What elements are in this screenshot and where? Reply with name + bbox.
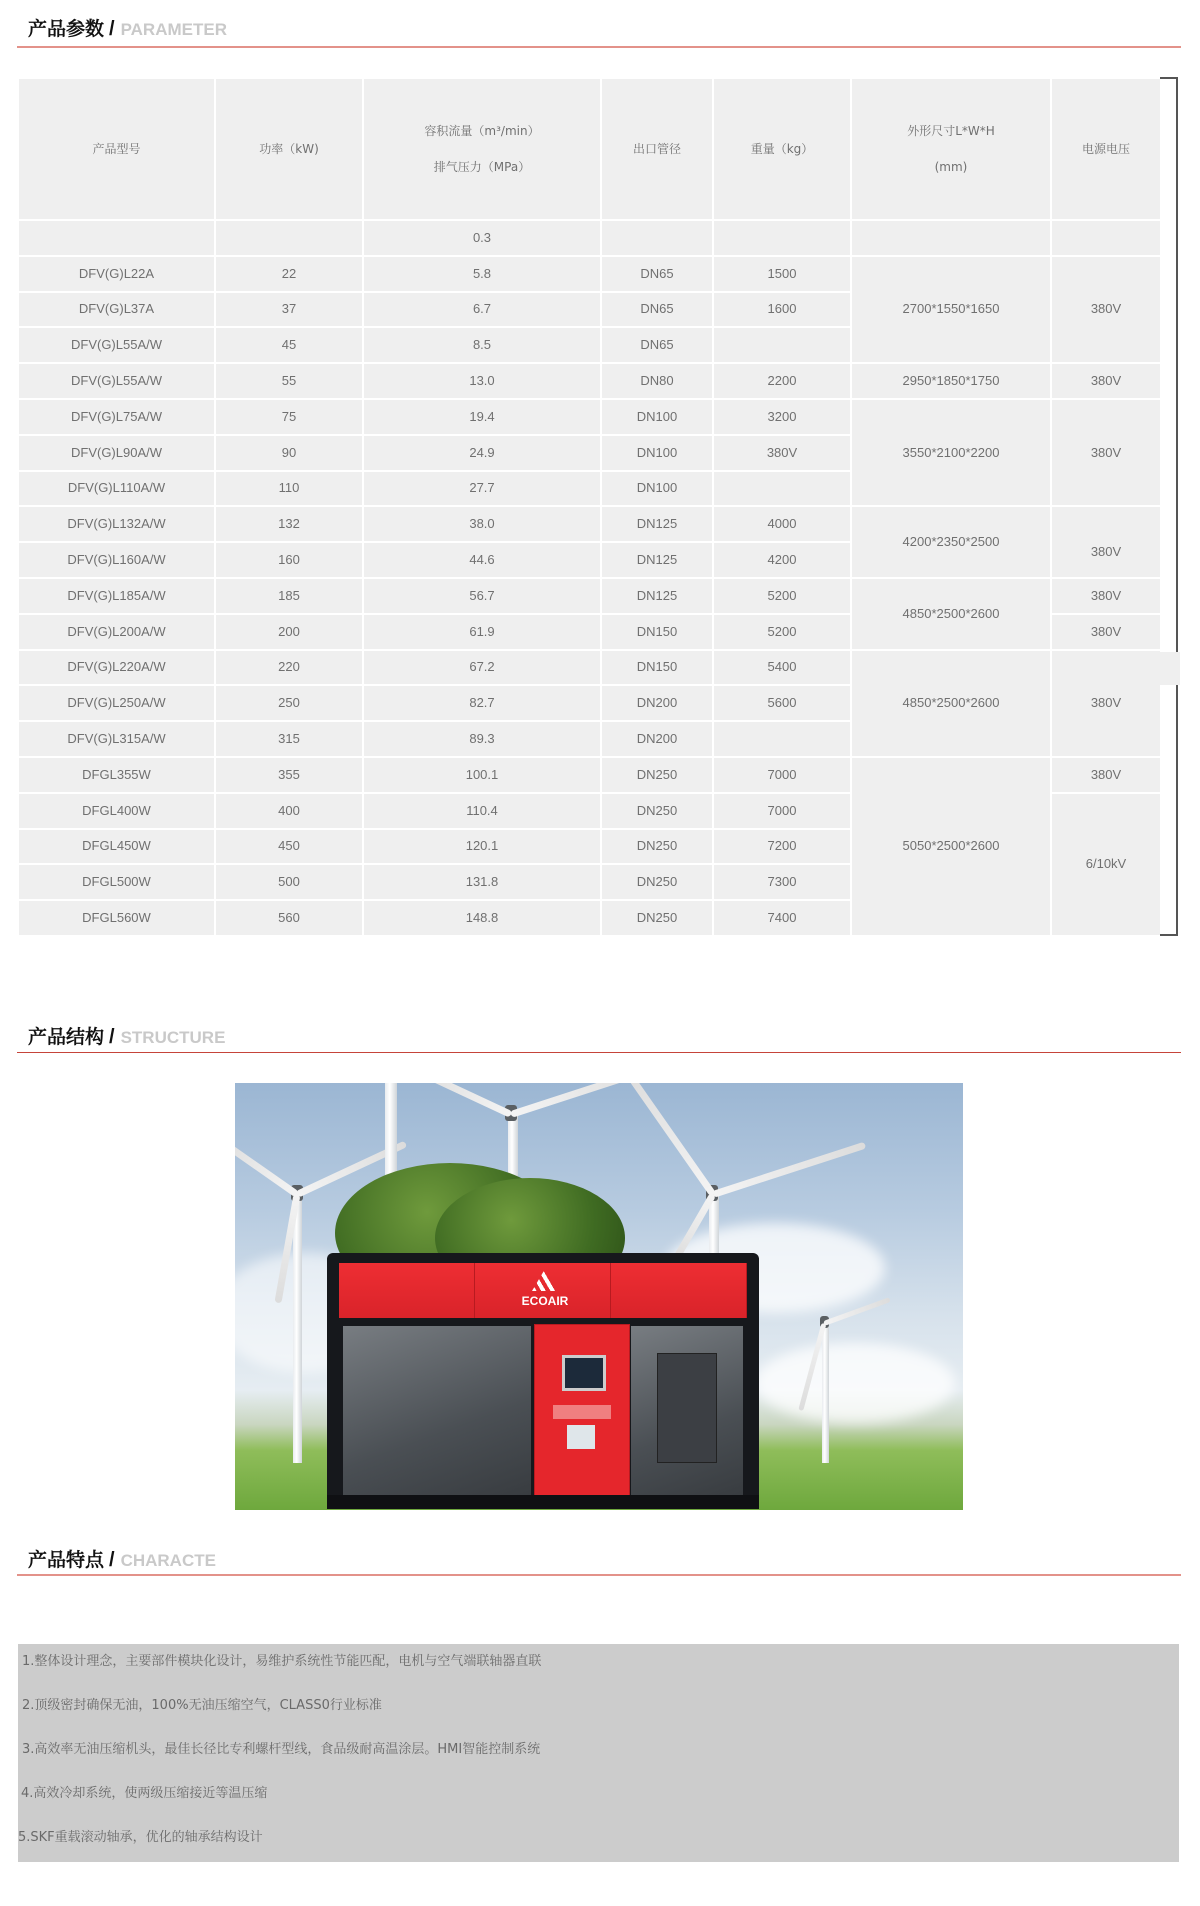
table-cell: 200 (216, 615, 362, 649)
table-cell: 132 (216, 507, 362, 541)
table-cell: 37 (216, 293, 362, 327)
table-cell: DFGL560W (19, 901, 214, 935)
table-cell: DFV(G)L37A (19, 293, 214, 327)
compressor-base (327, 1495, 759, 1509)
section-title-character (28, 1545, 216, 1571)
table-cell: DN125 (602, 507, 712, 541)
table-cell: DFV(G)L200A/W (19, 615, 214, 649)
table-row (19, 364, 1160, 398)
table-cell: 7000 (714, 794, 850, 828)
table-cell: 4850*2500*2600 (852, 579, 1050, 649)
section-title-cn: 产品特点 (28, 1549, 105, 1571)
table-cell: DFV(G)L160A/W (19, 543, 214, 577)
control-panel (553, 1405, 611, 1419)
wind-turbine-blade (510, 1083, 655, 1118)
table-cell: 380V (1052, 364, 1160, 398)
table-cell: 450 (216, 830, 362, 864)
table-cell: 2200 (714, 364, 850, 398)
table-cell: DN150 (602, 651, 712, 685)
wind-turbine-blade (410, 1083, 513, 1118)
table-cell (714, 221, 850, 255)
feature-item: 2.顶级密封确保无油，100%无油压缩空气，CLASS0行业标准 (22, 1698, 382, 1713)
table-row (19, 507, 1160, 541)
table-header-cell (602, 79, 712, 219)
header-label: 容积流量（m³/min） (424, 124, 540, 138)
table-cell: DN200 (602, 722, 712, 756)
table-cell: 3550*2100*2200 (852, 400, 1050, 505)
hmi-screen (562, 1355, 606, 1391)
table-cell: 1600 (714, 293, 850, 327)
table-cell: 4000 (714, 507, 850, 541)
table-cell: 2950*1850*1750 (852, 364, 1050, 398)
table-cell: 24.9 (364, 436, 600, 470)
table-cell: 0.3 (364, 221, 600, 255)
table-row (19, 758, 1160, 792)
table-cell: 3200 (714, 400, 850, 434)
section-divider (17, 1052, 1181, 1053)
table-cell: DN125 (602, 543, 712, 577)
table-cell: 61.9 (364, 615, 600, 649)
table-cell: DFV(G)L22A (19, 257, 214, 291)
table-cell: 5.8 (364, 257, 600, 291)
table-cell: 38.0 (364, 507, 600, 541)
table-cell: DFGL400W (19, 794, 214, 828)
table-cell: DN65 (602, 328, 712, 362)
ecoair-logo-text: ECOAIR (521, 1294, 569, 1308)
table-cell: DFV(G)L55A/W (19, 364, 214, 398)
table-cell (714, 472, 850, 506)
table-cell: 148.8 (364, 901, 600, 935)
section-title-en: PARAMETER (120, 20, 227, 39)
wind-turbine-tower (293, 1193, 302, 1463)
table-cell: 2700*1550*1650 (852, 257, 1050, 362)
table-cell: 5200 (714, 579, 850, 613)
table-cell: 5050*2500*2600 (852, 758, 1050, 935)
section-title-structure (28, 1022, 225, 1048)
table-header-cell (19, 79, 214, 219)
table-cell: 131.8 (364, 865, 600, 899)
table-header-cell (714, 79, 850, 219)
table-cell: DN100 (602, 436, 712, 470)
table-cell: 560 (216, 901, 362, 935)
table-cell: DFV(G)L185A/W (19, 579, 214, 613)
section-title-slash: / (109, 1549, 115, 1571)
section-title-slash: / (109, 1026, 115, 1048)
table-cell: 45 (216, 328, 362, 362)
inverter-cabinet (657, 1353, 717, 1463)
table-cell: 380V (1052, 651, 1160, 756)
section-divider (17, 1574, 1181, 1576)
table-header-cell (364, 79, 600, 219)
table-cell: 7400 (714, 901, 850, 935)
table-scroll-bracket (1160, 77, 1178, 936)
table-cell: DN65 (602, 293, 712, 327)
table-cell: DFV(G)L315A/W (19, 722, 214, 756)
table-cell: 110.4 (364, 794, 600, 828)
compressor-control-door (534, 1324, 630, 1500)
table-cell: DN100 (602, 400, 712, 434)
table-cell: DFV(G)L132A/W (19, 507, 214, 541)
table-cell: 89.3 (364, 722, 600, 756)
table-cell: 315 (216, 722, 362, 756)
section-divider (17, 46, 1181, 48)
feature-item: 3.高效率无油压缩机头，最佳长径比专利螺杆型线，食品级耐高温涂层。HMI智能控制系统 (22, 1742, 541, 1757)
table-cell: 380V (1052, 579, 1160, 613)
header-sublabel: 排气压力（MPa） (433, 160, 531, 174)
table-cell: 5200 (714, 615, 850, 649)
table-cell: 250 (216, 686, 362, 720)
compressor-top-panel (339, 1263, 747, 1318)
table-cell: 110 (216, 472, 362, 506)
header-label: 外形尺寸L*W*H (907, 124, 995, 138)
table-cell: 6/10kV (1052, 794, 1160, 935)
table-row (19, 257, 1160, 291)
wind-turbine-tower (822, 1323, 829, 1463)
table-cell: DN250 (602, 830, 712, 864)
table-cell: DN80 (602, 364, 712, 398)
feature-item: 1.整体设计理念，主要部件模块化设计，易维护系统性节能匹配，电机与空气端联轴器直联 (22, 1654, 542, 1669)
table-cell: 1500 (714, 257, 850, 291)
header-label: 电源电压 (1081, 142, 1130, 156)
table-cell: 7000 (714, 758, 850, 792)
table-cell (1052, 221, 1160, 255)
table-cell: DFV(G)L55A/W (19, 328, 214, 362)
table-cell: 380V (1052, 758, 1160, 792)
header-sublabel: (mm) (934, 160, 968, 174)
table-row (19, 651, 1160, 685)
table-header-cell (1052, 79, 1160, 219)
table-cell: 185 (216, 579, 362, 613)
table-cell: DFV(G)L250A/W (19, 686, 214, 720)
table-cell: DFV(G)L220A/W (19, 651, 214, 685)
table-cell: DN200 (602, 686, 712, 720)
table-cell: 56.7 (364, 579, 600, 613)
table-cell: 6.7 (364, 293, 600, 327)
section-title-cn: 产品结构 (28, 1026, 105, 1048)
table-cell: 7200 (714, 830, 850, 864)
compressor-window-left (343, 1326, 531, 1496)
table-cell (19, 221, 214, 255)
section-title-parameter (28, 14, 227, 40)
table-header-row (19, 79, 1160, 219)
table-cell: 220 (216, 651, 362, 685)
table-cell (216, 221, 362, 255)
table-cell: DN65 (602, 257, 712, 291)
table-cell: DN250 (602, 758, 712, 792)
table-cell: 100.1 (364, 758, 600, 792)
table-cell (602, 221, 712, 255)
table-cell: 5600 (714, 686, 850, 720)
header-label: 重量（kg） (750, 142, 814, 156)
feature-item: 5.SKF重载滚动轴承，优化的轴承结构设计 (18, 1830, 263, 1845)
parameter-table (17, 77, 1162, 937)
table-cell: 27.7 (364, 472, 600, 506)
table-cell: 380V (1052, 615, 1160, 649)
table-header-cell (216, 79, 362, 219)
table-row (19, 221, 1160, 255)
table-cell: DFV(G)L75A/W (19, 400, 214, 434)
scrollbar-thumb[interactable] (1160, 652, 1180, 685)
table-cell (714, 722, 850, 756)
table-cell: 55 (216, 364, 362, 398)
table-row (19, 400, 1160, 434)
table-cell: DFGL355W (19, 758, 214, 792)
table-cell: DN250 (602, 901, 712, 935)
table-cell: 7300 (714, 865, 850, 899)
ecoair-logo-icon (532, 1269, 558, 1291)
table-header-cell (852, 79, 1050, 219)
header-label: 产品型号 (92, 142, 141, 156)
wind-turbine-blade (235, 1134, 299, 1197)
table-cell: DN250 (602, 794, 712, 828)
feature-item: 4.高效冷却系统，使两级压缩接近等温压缩 (21, 1786, 268, 1801)
table-cell: DN250 (602, 865, 712, 899)
product-structure-image (235, 1083, 963, 1510)
table-cell: 380V (714, 436, 850, 470)
table-cell: 44.6 (364, 543, 600, 577)
ecoair-logo (517, 1267, 573, 1315)
table-cell: DN100 (602, 472, 712, 506)
header-label: 出口管径 (632, 142, 681, 156)
table-cell: 160 (216, 543, 362, 577)
air-compressor (327, 1253, 759, 1509)
table-cell: DFV(G)L110A/W (19, 472, 214, 506)
table-cell (852, 221, 1050, 255)
features-list (18, 1644, 1179, 1862)
table-cell: 4850*2500*2600 (852, 651, 1050, 756)
table-cell: 500 (216, 865, 362, 899)
wind-turbine-blade (624, 1083, 716, 1197)
section-title-slash: / (109, 18, 115, 40)
table-cell: 8.5 (364, 328, 600, 362)
table-cell: 380V (1052, 400, 1160, 505)
table-cell: 120.1 (364, 830, 600, 864)
table-cell: 90 (216, 436, 362, 470)
table-cell: 5400 (714, 651, 850, 685)
table-cell: 13.0 (364, 364, 600, 398)
table-cell: 75 (216, 400, 362, 434)
wind-turbine-blade (712, 1142, 866, 1198)
table-cell: 380V (1052, 507, 1160, 577)
table-cell: DFGL450W (19, 830, 214, 864)
section-title-en: CHARACTE (120, 1551, 216, 1570)
table-cell: DFGL500W (19, 865, 214, 899)
door-label (567, 1425, 595, 1449)
table-cell (714, 328, 850, 362)
table-cell: 4200*2350*2500 (852, 507, 1050, 577)
table-cell: DN125 (602, 579, 712, 613)
table-cell: 355 (216, 758, 362, 792)
table-cell: 400 (216, 794, 362, 828)
table-cell: DN150 (602, 615, 712, 649)
table-row (19, 579, 1160, 613)
section-title-en: STRUCTURE (120, 1028, 226, 1047)
table-cell: DFV(G)L90A/W (19, 436, 214, 470)
table-cell: 19.4 (364, 400, 600, 434)
table-cell: 82.7 (364, 686, 600, 720)
header-label: 功率（kW) (259, 142, 319, 156)
table-cell: 380V (1052, 257, 1160, 362)
cloud (755, 1343, 955, 1423)
table-cell: 4200 (714, 543, 850, 577)
table-cell: 22 (216, 257, 362, 291)
table-cell: 67.2 (364, 651, 600, 685)
section-title-cn: 产品参数 (28, 18, 105, 40)
